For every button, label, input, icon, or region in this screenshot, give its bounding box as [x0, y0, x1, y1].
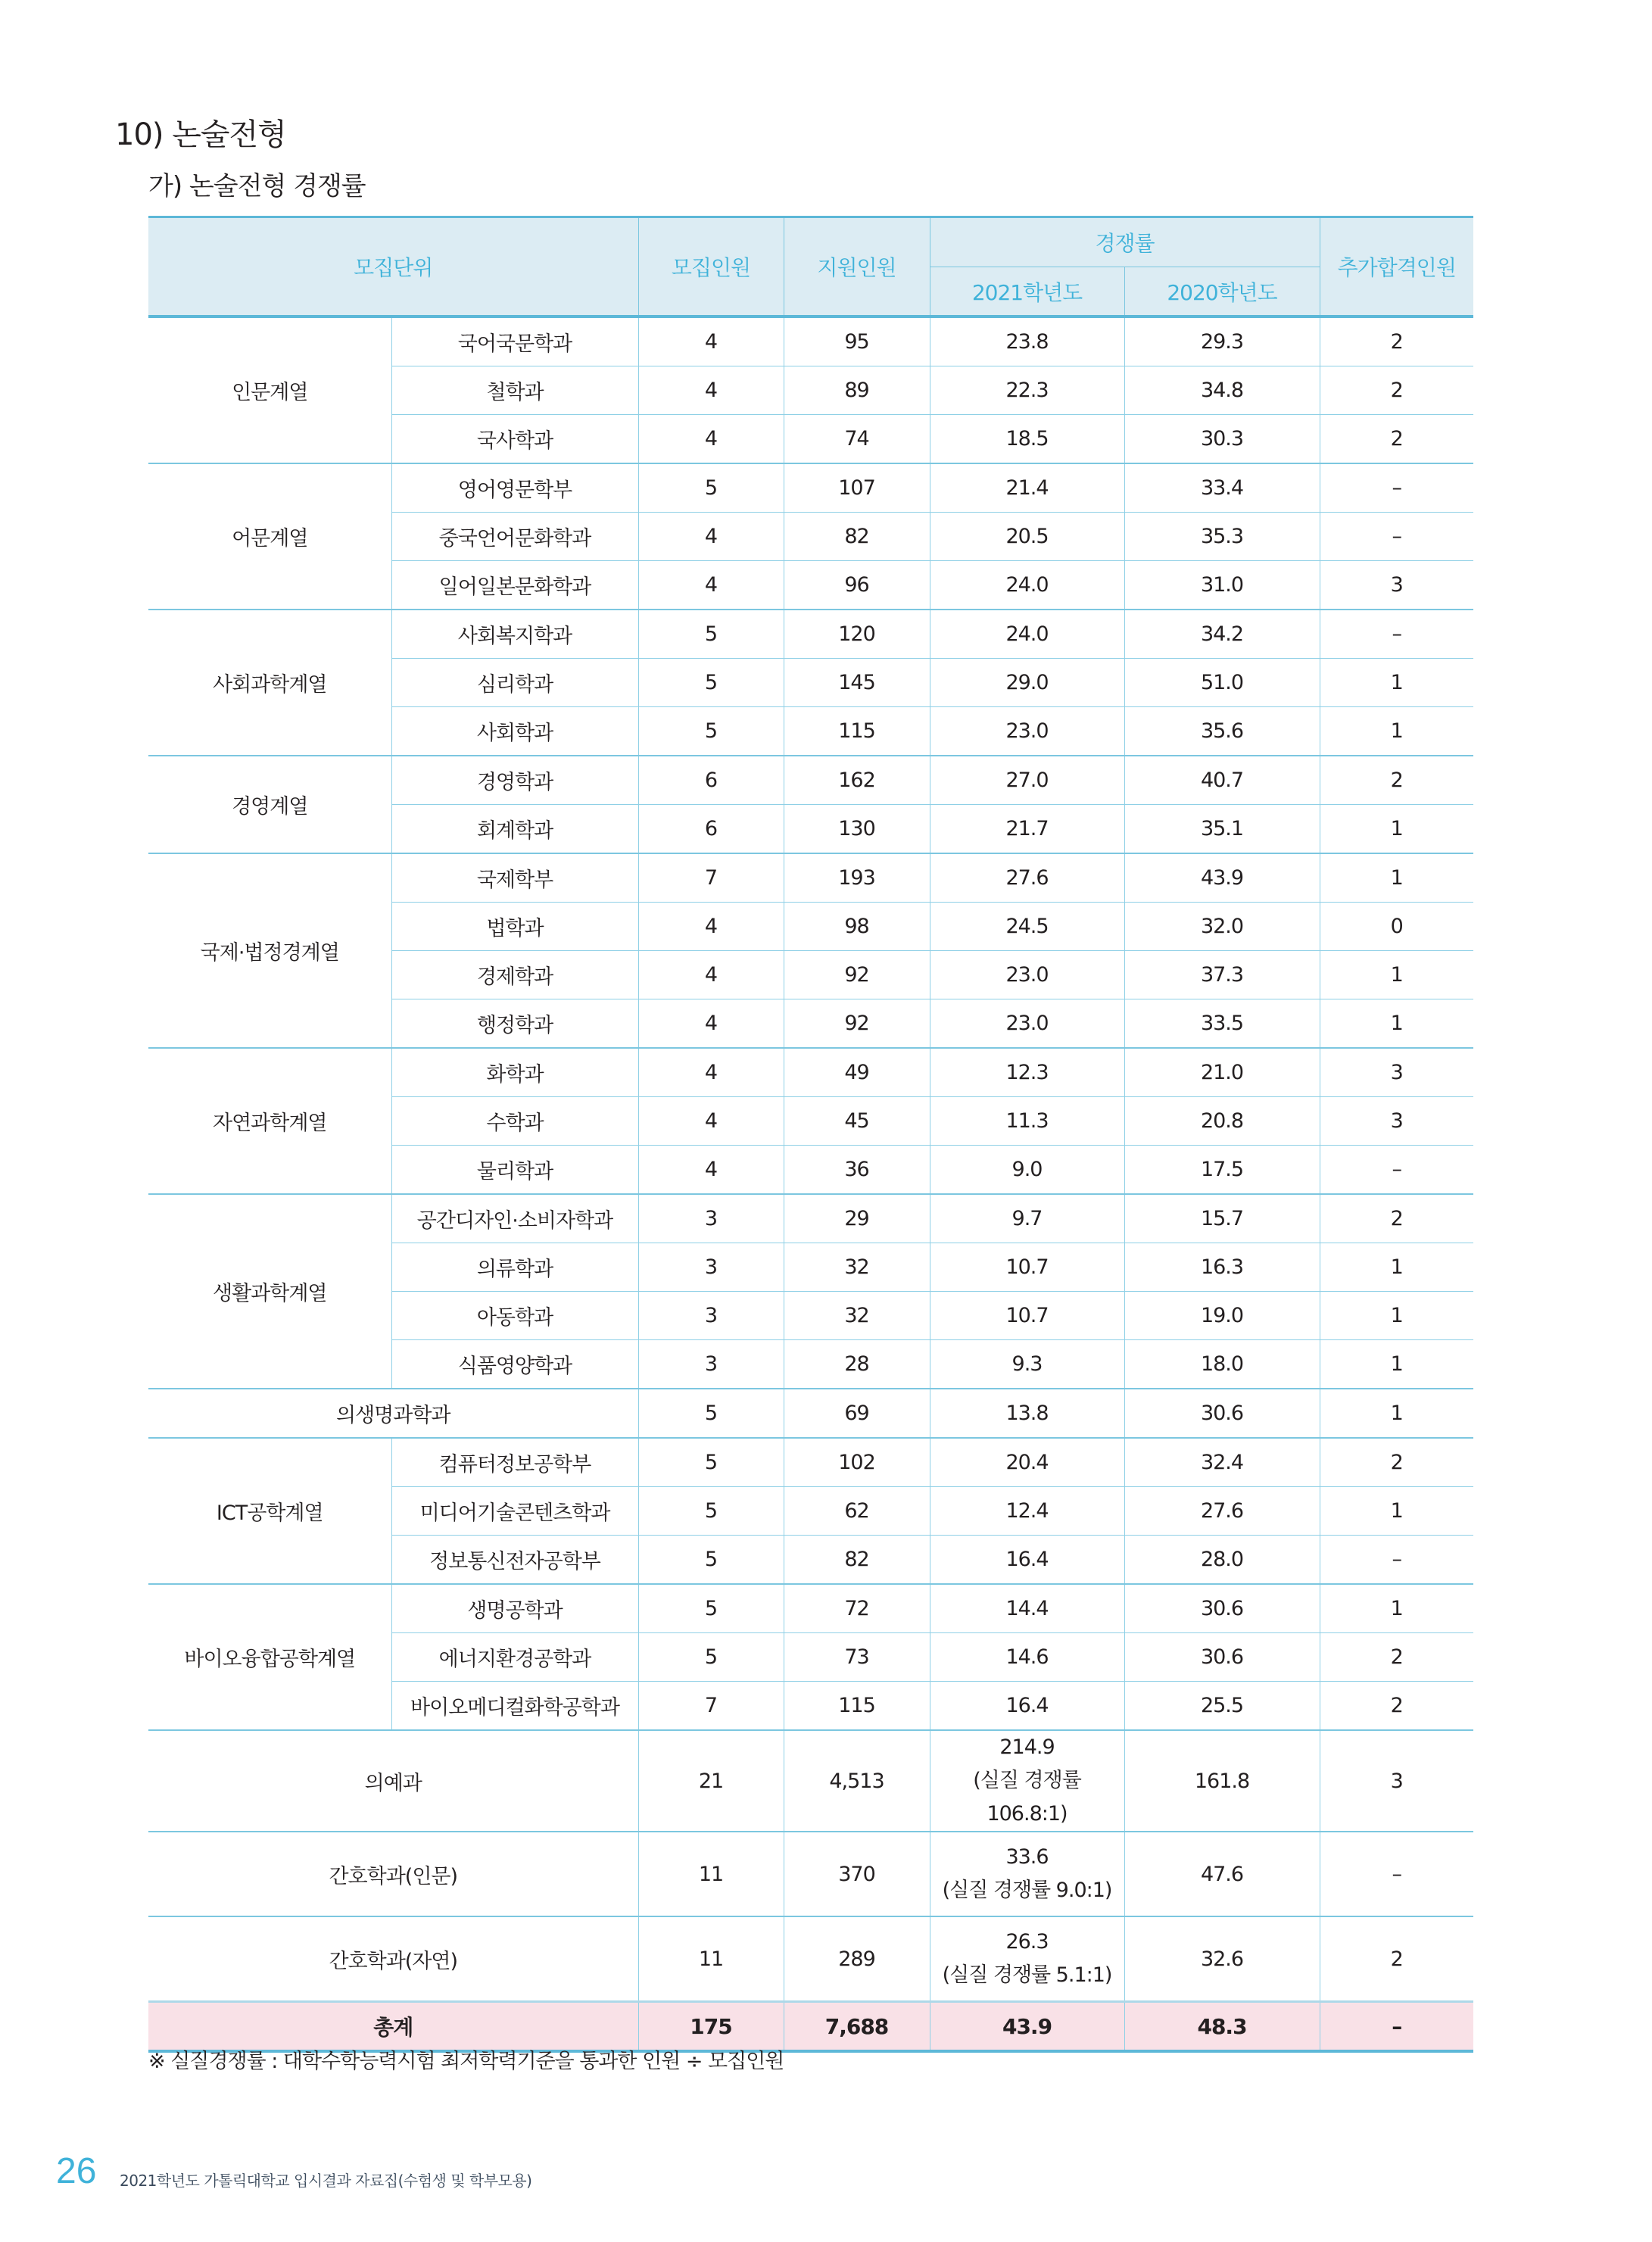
additional-value: 3 — [1320, 1048, 1473, 1097]
ratio-2021-value: 13.8 — [930, 1389, 1124, 1438]
applicants-value: 82 — [784, 1536, 930, 1585]
applicants-value: 32 — [784, 1243, 930, 1292]
real-ratio-note: (실질 경쟁률 5.1:1) — [942, 1963, 1112, 1987]
table-row — [148, 610, 1473, 659]
dept-name: 공간디자인·소비자학과 — [391, 1194, 638, 1243]
applicants-value: 102 — [784, 1438, 930, 1487]
applicants-value: 130 — [784, 805, 930, 854]
quota-value: 4 — [638, 415, 784, 464]
footnote: ※ 실질경쟁률 : 대학수학능력시험 최저학력기준을 통과한 인원 ÷ 모집인원 — [148, 2050, 784, 2073]
ratio-2020-value: 19.0 — [1124, 1292, 1320, 1340]
ratio-2021-value: 23.8 — [930, 316, 1124, 366]
applicants-value: 96 — [784, 561, 930, 610]
applicants-value: 28 — [784, 1340, 930, 1389]
quota-value: 4 — [638, 1097, 784, 1146]
dept-name: 일어일본문화학과 — [391, 561, 638, 610]
table-row — [148, 1730, 1473, 1832]
real-ratio-note: (실질 경쟁률 106.8:1) — [973, 1769, 1081, 1826]
quota-value: 4 — [638, 999, 784, 1049]
quota-value: 4 — [638, 951, 784, 999]
ratio-2020-value: 30.6 — [1124, 1584, 1320, 1633]
ratio-2020-value: 27.6 — [1124, 1487, 1320, 1536]
additional-value: 3 — [1320, 1730, 1473, 1832]
group-name: 어문계열 — [148, 463, 391, 610]
table-row — [148, 1194, 1473, 1243]
dept-name: 정보통신전자공학부 — [391, 1536, 638, 1585]
applicants-value: 115 — [784, 1682, 930, 1731]
quota-value: 5 — [638, 1633, 784, 1682]
quota-value: 3 — [638, 1340, 784, 1389]
ratio-2020-value: 161.8 — [1124, 1730, 1320, 1832]
ratio-2020-value: 20.8 — [1124, 1097, 1320, 1146]
applicants-value: 89 — [784, 366, 930, 415]
additional-value: 2 — [1320, 1194, 1473, 1243]
group-name: ICT공학계열 — [148, 1438, 391, 1584]
additional-value: – — [1320, 610, 1473, 659]
quota-value: 4 — [638, 903, 784, 951]
applicants-value: 72 — [784, 1584, 930, 1633]
quota-value: 3 — [638, 1243, 784, 1292]
ratio-2021-value: 24.0 — [930, 561, 1124, 610]
dept-name: 행정학과 — [391, 999, 638, 1049]
applicants-value: 82 — [784, 513, 930, 561]
ratio-2021-value: 9.0 — [930, 1146, 1124, 1195]
ratio-2021-value: 27.0 — [930, 756, 1124, 805]
quota-value: 5 — [638, 610, 784, 659]
table-row — [148, 1438, 1473, 1487]
dept-name: 에너지환경공학과 — [391, 1633, 638, 1682]
ratio-2021-cell — [930, 1730, 1124, 1832]
header-ratio-2021: 2021학년도 — [930, 267, 1124, 317]
applicants-value: 92 — [784, 951, 930, 999]
dept-name: 물리학과 — [391, 1146, 638, 1195]
ratio-2021-value: 27.6 — [930, 853, 1124, 903]
quota-value: 5 — [638, 659, 784, 707]
ratio-2021-value: 14.6 — [930, 1633, 1124, 1682]
ratio-2021-value: 16.4 — [930, 1536, 1124, 1585]
ratio-2020-value: 25.5 — [1124, 1682, 1320, 1731]
real-ratio-note: (실질 경쟁률 9.0:1) — [942, 1879, 1112, 1902]
additional-value: 1 — [1320, 951, 1473, 999]
additional-value: – — [1320, 513, 1473, 561]
competition-ratio-table — [148, 216, 1473, 2053]
additional-value: 2 — [1320, 316, 1473, 366]
ratio-2021-value: 33.6 — [1005, 1845, 1049, 1869]
dept-name: 국사학과 — [391, 415, 638, 464]
additional-value: 1 — [1320, 1243, 1473, 1292]
ratio-2021-value: 24.5 — [930, 903, 1124, 951]
ratio-2020-value: 29.3 — [1124, 316, 1320, 366]
ratio-2021-value: 16.4 — [930, 1682, 1124, 1731]
table-row — [148, 1389, 1473, 1438]
header-quota: 모집인원 — [638, 217, 784, 317]
group-name: 바이오융합공학계열 — [148, 1584, 391, 1730]
applicants-value: 162 — [784, 756, 930, 805]
applicants-value: 120 — [784, 610, 930, 659]
table-row — [148, 853, 1473, 903]
unit-name: 의생명과학과 — [148, 1389, 638, 1438]
dept-name: 경제학과 — [391, 951, 638, 999]
table-header — [148, 217, 1473, 317]
quota-value: 11 — [638, 1916, 784, 2002]
total-ratio-2020: 48.3 — [1124, 2002, 1320, 2052]
additional-value: 1 — [1320, 1389, 1473, 1438]
quota-value: 3 — [638, 1292, 784, 1340]
ratio-2020-value: 15.7 — [1124, 1194, 1320, 1243]
ratio-2020-value: 35.3 — [1124, 513, 1320, 561]
applicants-value: 45 — [784, 1097, 930, 1146]
additional-value: 2 — [1320, 1916, 1473, 2002]
ratio-2021-value: 9.7 — [930, 1194, 1124, 1243]
ratio-2020-value: 21.0 — [1124, 1048, 1320, 1097]
unit-name: 의예과 — [148, 1730, 638, 1832]
ratio-2021-value: 20.4 — [930, 1438, 1124, 1487]
header-unit: 모집단위 — [148, 217, 638, 317]
ratio-2021-value: 214.9 — [999, 1735, 1055, 1759]
section-title: 10) 논술전형 — [115, 117, 286, 152]
quota-value: 4 — [638, 1048, 784, 1097]
ratio-2020-value: 43.9 — [1124, 853, 1320, 903]
ratio-2020-value: 30.6 — [1124, 1633, 1320, 1682]
table-body — [148, 316, 1473, 2051]
ratio-2020-value: 32.4 — [1124, 1438, 1320, 1487]
dept-name: 화학과 — [391, 1048, 638, 1097]
dept-name: 의류학과 — [391, 1243, 638, 1292]
ratio-2021-value: 9.3 — [930, 1340, 1124, 1389]
ratio-2020-value: 28.0 — [1124, 1536, 1320, 1585]
ratio-2021-value: 12.3 — [930, 1048, 1124, 1097]
applicants-value: 370 — [784, 1832, 930, 1916]
ratio-2021-value: 11.3 — [930, 1097, 1124, 1146]
dept-name: 생명공학과 — [391, 1584, 638, 1633]
dept-name: 중국언어문화학과 — [391, 513, 638, 561]
table-row — [148, 756, 1473, 805]
table-row — [148, 316, 1473, 366]
total-applicants: 7,688 — [784, 2002, 930, 2052]
ratio-2021-value: 21.7 — [930, 805, 1124, 854]
quota-value: 6 — [638, 805, 784, 854]
header-ratio-2020: 2020학년도 — [1124, 267, 1320, 317]
ratio-2021-value: 23.0 — [930, 999, 1124, 1049]
ratio-2021-value: 26.3 — [1005, 1930, 1049, 1954]
applicants-value: 69 — [784, 1389, 930, 1438]
dept-name: 사회학과 — [391, 707, 638, 756]
footer-doc-title: 2021학년도 가톨릭대학교 입시결과 자료집(수험생 및 학부모용) — [120, 2172, 532, 2190]
additional-value: – — [1320, 1146, 1473, 1195]
table-row — [148, 1832, 1473, 1916]
quota-value: 7 — [638, 853, 784, 903]
header-applicants: 지원인원 — [784, 217, 930, 317]
total-quota: 175 — [638, 2002, 784, 2052]
quota-value: 7 — [638, 1682, 784, 1731]
ratio-2020-value: 34.8 — [1124, 366, 1320, 415]
ratio-2021-value: 18.5 — [930, 415, 1124, 464]
quota-value: 4 — [638, 561, 784, 610]
dept-name: 회계학과 — [391, 805, 638, 854]
ratio-2020-value: 31.0 — [1124, 561, 1320, 610]
ratio-2021-value: 21.4 — [930, 463, 1124, 513]
applicants-value: 107 — [784, 463, 930, 513]
ratio-2021-value: 10.7 — [930, 1243, 1124, 1292]
quota-value: 4 — [638, 513, 784, 561]
table-row — [148, 1048, 1473, 1097]
additional-value: 2 — [1320, 1438, 1473, 1487]
dept-name: 식품영양학과 — [391, 1340, 638, 1389]
additional-value: 2 — [1320, 415, 1473, 464]
applicants-value: 62 — [784, 1487, 930, 1536]
ratio-2021-value: 12.4 — [930, 1487, 1124, 1536]
total-label: 총계 — [148, 2002, 638, 2052]
quota-value: 5 — [638, 707, 784, 756]
table-row — [148, 463, 1473, 513]
ratio-2021-value: 22.3 — [930, 366, 1124, 415]
applicants-value: 98 — [784, 903, 930, 951]
group-name: 경영계열 — [148, 756, 391, 853]
additional-value: 2 — [1320, 1633, 1473, 1682]
ratio-2020-value: 35.1 — [1124, 805, 1320, 854]
dept-name: 사회복지학과 — [391, 610, 638, 659]
quota-value: 5 — [638, 463, 784, 513]
additional-value: 1 — [1320, 1292, 1473, 1340]
header-ratio: 경쟁률 — [930, 217, 1320, 267]
additional-value: 1 — [1320, 999, 1473, 1049]
dept-name: 철학과 — [391, 366, 638, 415]
additional-value: 1 — [1320, 707, 1473, 756]
applicants-value: 73 — [784, 1633, 930, 1682]
ratio-2021-value: 10.7 — [930, 1292, 1124, 1340]
quota-value: 4 — [638, 1146, 784, 1195]
quota-value: 21 — [638, 1730, 784, 1832]
additional-value: 0 — [1320, 903, 1473, 951]
dept-name: 국제학부 — [391, 853, 638, 903]
ratio-2020-value: 32.6 — [1124, 1916, 1320, 2002]
ratio-2020-value: 34.2 — [1124, 610, 1320, 659]
table-row — [148, 1916, 1473, 2002]
ratio-2020-value: 30.6 — [1124, 1389, 1320, 1438]
ratio-2021-cell — [930, 1916, 1124, 2002]
unit-name: 간호학과(인문) — [148, 1832, 638, 1916]
dept-name: 경영학과 — [391, 756, 638, 805]
dept-name: 아동학과 — [391, 1292, 638, 1340]
applicants-value: 145 — [784, 659, 930, 707]
applicants-value: 32 — [784, 1292, 930, 1340]
total-additional: – — [1320, 2002, 1473, 2052]
ratio-2020-value: 33.4 — [1124, 463, 1320, 513]
ratio-2020-value: 30.3 — [1124, 415, 1320, 464]
group-name: 생활과학계열 — [148, 1194, 391, 1389]
ratio-2020-value: 37.3 — [1124, 951, 1320, 999]
applicants-value: 74 — [784, 415, 930, 464]
dept-name: 컴퓨터정보공학부 — [391, 1438, 638, 1487]
ratio-2021-value: 20.5 — [930, 513, 1124, 561]
total-ratio-2021: 43.9 — [930, 2002, 1124, 2052]
group-name: 자연과학계열 — [148, 1048, 391, 1194]
dept-name: 바이오메디컬화학공학과 — [391, 1682, 638, 1731]
additional-value: 1 — [1320, 1584, 1473, 1633]
ratio-2020-value: 17.5 — [1124, 1146, 1320, 1195]
applicants-value: 193 — [784, 853, 930, 903]
header-additional: 추가합격인원 — [1320, 217, 1473, 317]
ratio-2021-value: 24.0 — [930, 610, 1124, 659]
ratio-2020-value: 40.7 — [1124, 756, 1320, 805]
ratio-2020-value: 33.5 — [1124, 999, 1320, 1049]
additional-value: 3 — [1320, 1097, 1473, 1146]
dept-name: 국어국문학과 — [391, 316, 638, 366]
additional-value: 1 — [1320, 1340, 1473, 1389]
additional-value: 1 — [1320, 805, 1473, 854]
applicants-value: 92 — [784, 999, 930, 1049]
additional-value: 2 — [1320, 1682, 1473, 1731]
unit-name: 간호학과(자연) — [148, 1916, 638, 2002]
applicants-value: 36 — [784, 1146, 930, 1195]
ratio-2020-value: 47.6 — [1124, 1832, 1320, 1916]
additional-value: – — [1320, 463, 1473, 513]
applicants-value: 49 — [784, 1048, 930, 1097]
additional-value: – — [1320, 1832, 1473, 1916]
ratio-2021-value: 23.0 — [930, 951, 1124, 999]
quota-value: 5 — [638, 1389, 784, 1438]
group-name: 국제·법정경계열 — [148, 853, 391, 1048]
quota-value: 3 — [638, 1194, 784, 1243]
dept-name: 법학과 — [391, 903, 638, 951]
ratio-2020-value: 32.0 — [1124, 903, 1320, 951]
quota-value: 6 — [638, 756, 784, 805]
quota-value: 5 — [638, 1536, 784, 1585]
quota-value: 5 — [638, 1438, 784, 1487]
additional-value: 3 — [1320, 561, 1473, 610]
additional-value: 2 — [1320, 756, 1473, 805]
dept-name: 심리학과 — [391, 659, 638, 707]
dept-name: 영어영문학부 — [391, 463, 638, 513]
group-name: 사회과학계열 — [148, 610, 391, 756]
quota-value: 5 — [638, 1584, 784, 1633]
ratio-2020-value: 18.0 — [1124, 1340, 1320, 1389]
ratio-2021-value: 29.0 — [930, 659, 1124, 707]
applicants-value: 29 — [784, 1194, 930, 1243]
additional-value: 1 — [1320, 659, 1473, 707]
ratio-2021-value: 23.0 — [930, 707, 1124, 756]
ratio-2020-value: 51.0 — [1124, 659, 1320, 707]
additional-value: – — [1320, 1536, 1473, 1585]
ratio-2020-value: 16.3 — [1124, 1243, 1320, 1292]
dept-name: 수학과 — [391, 1097, 638, 1146]
applicants-value: 95 — [784, 316, 930, 366]
ratio-2021-value: 14.4 — [930, 1584, 1124, 1633]
page-number: 26 — [56, 2151, 97, 2191]
additional-value: 2 — [1320, 366, 1473, 415]
quota-value: 11 — [638, 1832, 784, 1916]
dept-name: 미디어기술콘텐츠학과 — [391, 1487, 638, 1536]
group-name: 인문계열 — [148, 316, 391, 463]
applicants-value: 289 — [784, 1916, 930, 2002]
additional-value: 1 — [1320, 1487, 1473, 1536]
table-row — [148, 1584, 1473, 1633]
ratio-2021-cell — [930, 1832, 1124, 1916]
quota-value: 4 — [638, 316, 784, 366]
ratio-2020-value: 35.6 — [1124, 707, 1320, 756]
additional-value: 1 — [1320, 853, 1473, 903]
quota-value: 5 — [638, 1487, 784, 1536]
quota-value: 4 — [638, 366, 784, 415]
subsection-title: 가) 논술전형 경쟁률 — [148, 171, 366, 201]
applicants-value: 4,513 — [784, 1730, 930, 1832]
applicants-value: 115 — [784, 707, 930, 756]
